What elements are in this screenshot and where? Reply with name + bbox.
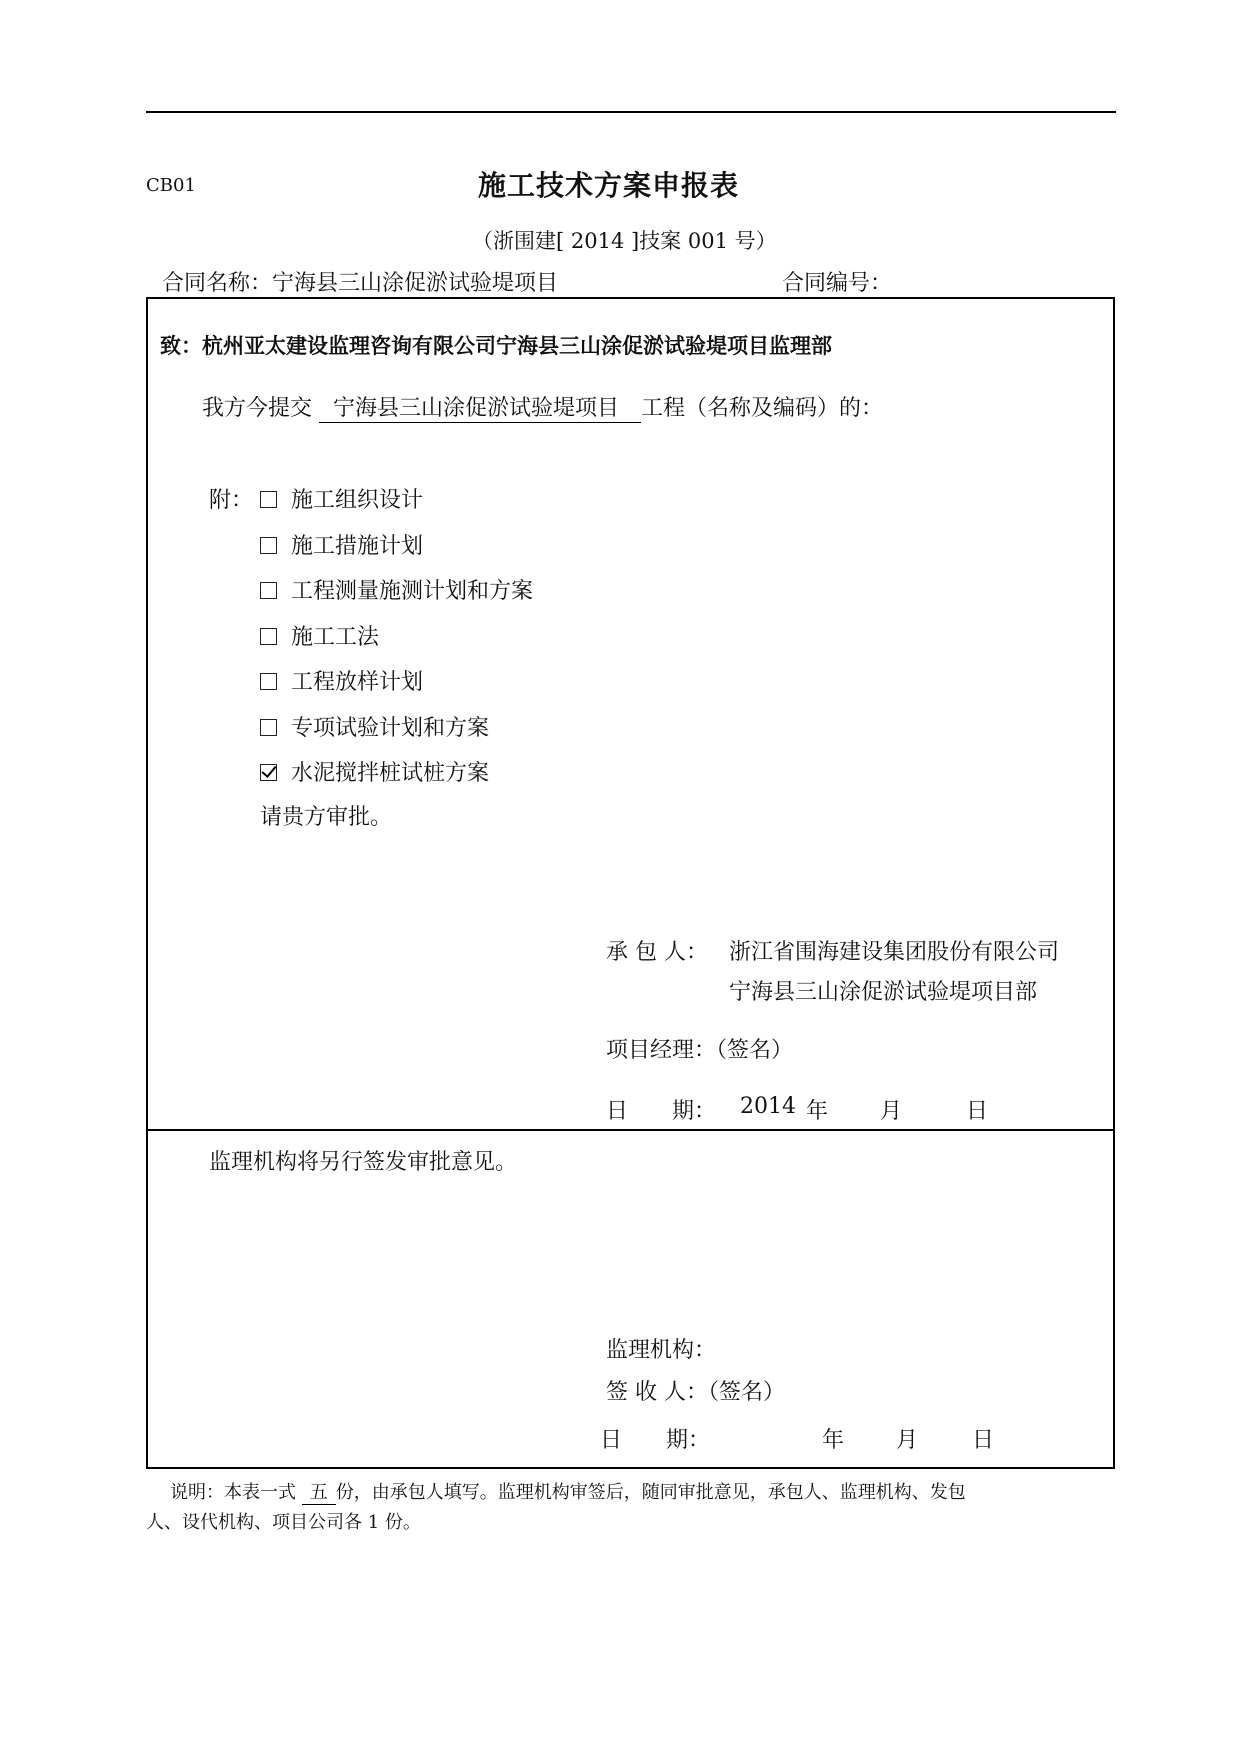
page-title: 施工技术方案申报表	[478, 169, 740, 202]
attachment-item	[260, 665, 423, 696]
attachment-label: 专项试验计划和方案	[291, 715, 490, 741]
supervisor-date-label: 日 期：	[600, 1428, 711, 1453]
contractor-department: 宁海县三山涂促淤试验堤项目部	[729, 980, 1038, 1005]
attachment-item	[260, 620, 379, 651]
form-code: CB01	[146, 175, 196, 196]
document-number: （浙围建[ 2014 ]技案 001 号）	[472, 229, 777, 253]
attachment-item	[260, 756, 489, 787]
project-manager-label: 项目经理：	[606, 1038, 717, 1063]
supervisor-org-label: 监理机构：	[606, 1338, 717, 1363]
contractor-name: 浙江省围海建设集团股份有限公司	[729, 940, 1060, 965]
contractor-label: 承 包 人：	[606, 940, 708, 965]
attachment-label: 施工工法	[291, 624, 380, 650]
table-border-left	[146, 297, 148, 1468]
checkbox[interactable]	[260, 491, 277, 508]
attachment-label: 施工措施计划	[291, 533, 424, 559]
supervisor-year-unit: 年	[822, 1428, 845, 1453]
attachment-label: 工程放样计划	[291, 670, 424, 695]
contractor-date-year: 2014	[740, 1094, 796, 1119]
receiver-row	[606, 1375, 785, 1406]
receiver-signature: （签名）	[708, 1380, 786, 1405]
attachment-item	[260, 711, 489, 742]
addressee-line: 致：杭州亚太建设监理咨询有限公司宁海县三山涂促淤试验堤项目监理部	[160, 334, 832, 358]
attachment-item	[260, 483, 423, 514]
attachment-label: 施工组织设计	[291, 488, 424, 513]
footer-note-line2: 人、设代机构、项目公司各 1 份。	[146, 1512, 421, 1533]
contract-name-label: 合同名称：	[162, 271, 273, 296]
attachment-label: 工程测量施测计划和方案	[291, 579, 534, 604]
receiver-label: 签 收 人：	[606, 1380, 708, 1405]
contractor-day-unit: 日	[966, 1099, 989, 1124]
table-divider	[146, 1129, 1115, 1131]
attachment-item	[260, 574, 533, 605]
supervisor-note: 监理机构将另行签发审批意见。	[209, 1150, 518, 1175]
table-border-top	[146, 297, 1115, 299]
attachments-label: 附：	[209, 488, 254, 513]
attachment-label: 水泥搅拌桩试桩方案	[291, 761, 490, 786]
checkbox[interactable]	[260, 719, 277, 736]
checked-checkbox[interactable]	[260, 764, 277, 781]
supervisor-day-unit: 日	[972, 1428, 995, 1453]
checkbox[interactable]	[260, 537, 277, 554]
checkbox[interactable]	[260, 582, 277, 599]
contract-number-label: 合同编号：	[782, 271, 893, 296]
footer-note-line1	[170, 1478, 966, 1505]
supervisor-month-unit: 月	[896, 1428, 919, 1453]
footer-note-prefix: 说明：本表一式	[170, 1482, 296, 1503]
checkbox[interactable]	[260, 628, 277, 645]
header-rule	[146, 111, 1116, 113]
footer-copies: 五	[302, 1478, 336, 1505]
contractor-month-unit: 月	[880, 1099, 903, 1124]
table-border-right	[1113, 297, 1115, 1468]
contract-name-row	[162, 266, 558, 297]
project-manager-row	[606, 1033, 793, 1064]
contractor-year-unit: 年	[806, 1099, 829, 1124]
submission-suffix: 工程（名称及编码）的：	[641, 396, 884, 421]
project-manager-signature: （签名）	[716, 1038, 794, 1063]
contract-name-value: 宁海县三山涂促淤试验堤项目	[272, 271, 559, 296]
submission-project: 宁海县三山涂促淤试验堤项目	[319, 391, 641, 423]
table-border-bottom	[146, 1467, 1115, 1469]
attachment-item	[260, 529, 423, 560]
checkbox[interactable]	[260, 673, 277, 690]
footer-note-rest: 份，由承包人填写。监理机构审签后，随同审批意见，承包人、监理机构、发包	[335, 1482, 966, 1503]
contractor-date-label: 日 期：	[606, 1099, 717, 1124]
submission-line	[202, 391, 883, 423]
submission-prefix: 我方今提交	[202, 396, 313, 421]
approval-request: 请贵方审批。	[260, 805, 393, 830]
